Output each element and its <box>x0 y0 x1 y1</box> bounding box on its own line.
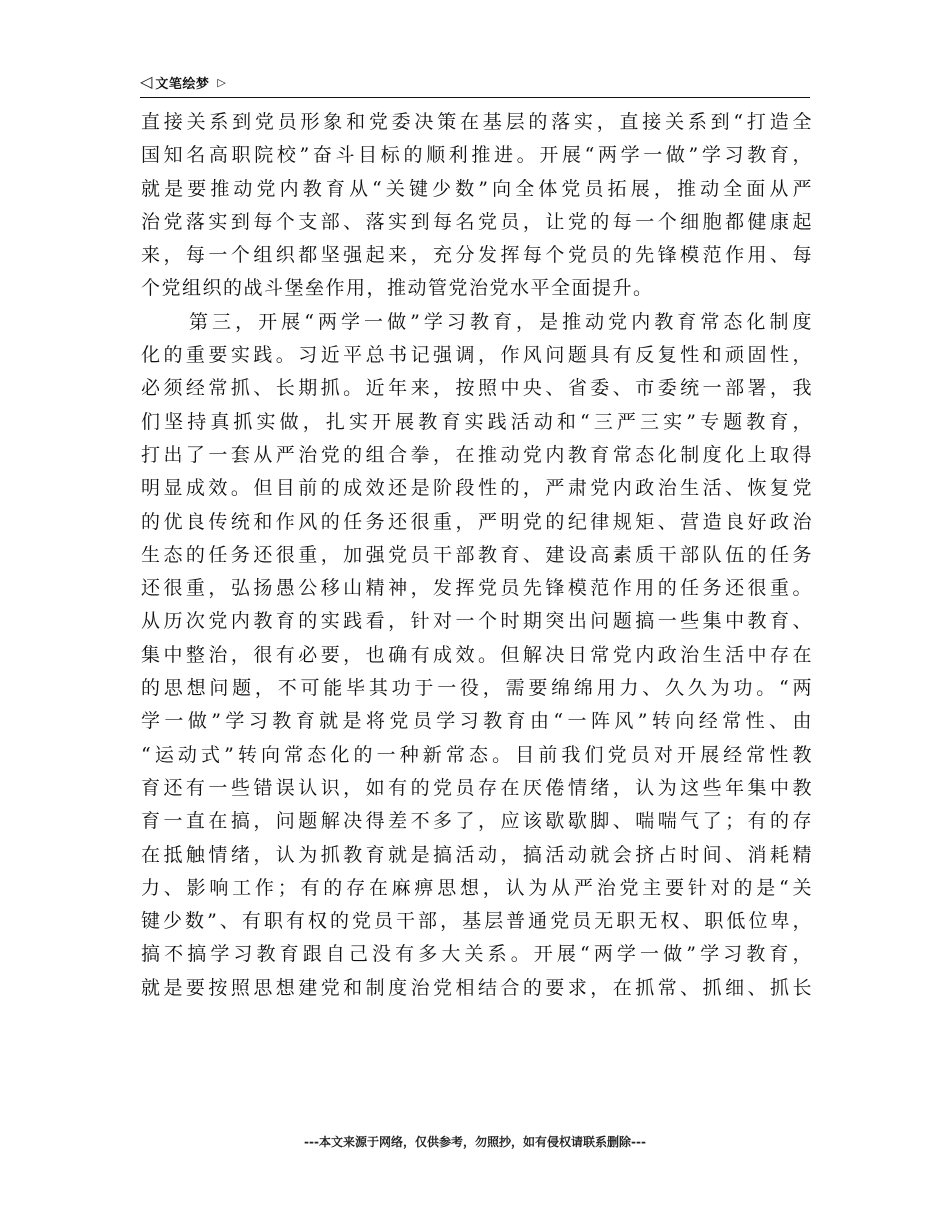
text-line: 键少数”、有职有权的党员干部，基层普通党员无职无权、职低位卑， <box>141 910 813 933</box>
text-line: 就是要按照思想建党和制度治党相结合的要求，在抓常、抓细、抓长 <box>141 976 813 999</box>
text-line: 集中整治，很有必要，也确有成效。但解决日常党内政治生活中存在 <box>141 643 813 666</box>
text-line: 第三，开展“两学一做”学习教育，是推动党内教育常态化制度 <box>189 310 813 333</box>
brand-title: 文笔绘梦 <box>155 76 210 92</box>
source-disclaimer: ---本文来源于网络，仅供参考，勿照抄，如有侵权请联系删除--- <box>304 1135 646 1149</box>
text-line: 个党组织的战斗堡垒作用，推动管党治党水平全面提升。 <box>141 277 654 300</box>
text-line: 育还有一些错误认识，如有的党员存在厌倦情绪，认为这些年集中教 <box>141 776 813 799</box>
text-line: 就是要推动党内教育从“关键少数”向全体党员拓展，推动全面从严 <box>141 177 813 200</box>
text-line: 的优良传统和作风的任务还很重，严明党的纪律规矩、营造良好政治 <box>141 510 813 533</box>
text-line: 学一做”学习教育就是将党员学习教育由“一阵风”转向经常性、由 <box>141 710 813 733</box>
text-line: 必须经常抓、长期抓。近年来，按照中央、省委、市委统一部署，我 <box>141 377 813 400</box>
text-line: 来，每一个组织都坚强起来，充分发挥每个党员的先锋模范作用、每 <box>141 244 813 267</box>
text-line: “运动式”转向常态化的一种新常态。目前我们党员对开展经常性教 <box>141 743 813 766</box>
document-body <box>141 106 813 1005</box>
text-line: 育一直在搞，问题解决得差不多了，应该歇歇脚、喘喘气了；有的存 <box>141 810 813 833</box>
text-line: 生态的任务还很重，加强党员干部教育、建设高素质干部队伍的任务 <box>141 543 813 566</box>
page-header <box>140 68 810 96</box>
header-divider <box>140 97 810 98</box>
text-line: 力、影响工作；有的存在麻痹思想，认为从严治党主要针对的是“关 <box>141 876 813 899</box>
text-line: 还很重，弘扬愚公移山精神，发挥党员先锋模范作用的任务还很重。 <box>141 577 813 600</box>
text-line: 在抵触情绪，认为抓教育就是搞活动，搞活动就会挤占时间、消耗精 <box>141 843 813 866</box>
text-line: 明显成效。但目前的成效还是阶段性的，严肃党内政治生活、恢复党 <box>141 477 813 500</box>
text-line: 们坚持真抓实做，扎实开展教育实践活动和“三严三实”专题教育， <box>141 410 813 433</box>
text-line: 的思想问题，不可能毕其功于一役，需要绵绵用力、久久为功。“两 <box>141 677 813 700</box>
right-triangle-icon: ▷ <box>217 75 226 89</box>
text-line: 搞不搞学习教育跟自己没有多大关系。开展“两学一做”学习教育， <box>141 943 813 966</box>
left-triangle-icon: ◁ <box>140 72 153 91</box>
text-line: 化的重要实践。习近平总书记强调，作风问题具有反复性和顽固性， <box>141 344 813 367</box>
text-line: 治党落实到每个支部、落实到每名党员，让党的每一个细胞都健康起 <box>141 210 813 233</box>
text-line: 国知名高职院校”奋斗目标的顺利推进。开展“两学一做”学习教育， <box>141 144 813 167</box>
text-line: 从历次党内教育的实践看，针对一个时期突出问题搞一些集中教育、 <box>141 610 813 633</box>
text-line: 直接关系到党员形象和党委决策在基层的落实，直接关系到“打造全 <box>141 111 813 133</box>
text-line: 打出了一套从严治党的组合拳，在推动党内教育常态化制度化上取得 <box>141 443 813 466</box>
